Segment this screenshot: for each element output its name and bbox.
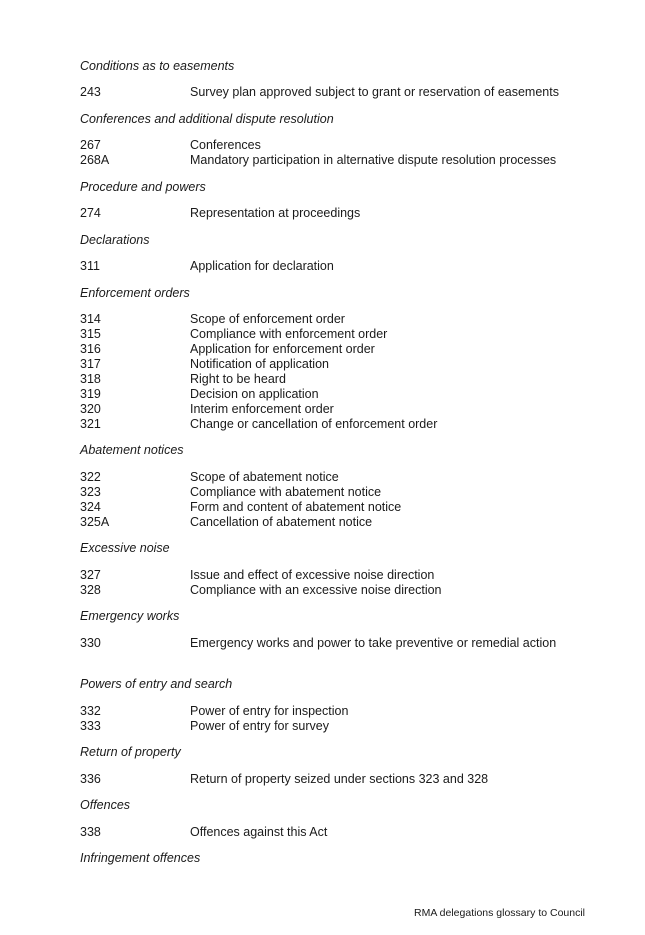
section-number: 320	[80, 402, 101, 416]
section-description: Application for enforcement order	[190, 342, 375, 356]
section-description: Notification of application	[190, 357, 329, 371]
section-description: Form and content of abatement notice	[190, 500, 402, 514]
section-heading: Procedure and powers	[80, 180, 206, 194]
section-description: Cancellation of abatement notice	[190, 515, 373, 529]
section-description: Scope of enforcement order	[190, 312, 345, 326]
section-description: Application for declaration	[190, 259, 334, 273]
section-number: 243	[80, 85, 101, 99]
page-footer: RMA delegations glossary to Council	[414, 907, 586, 919]
section-number: 325A	[80, 515, 110, 529]
section-number: 321	[80, 417, 101, 431]
section-description: Right to be heard	[190, 372, 286, 386]
section-heading: Declarations	[80, 233, 150, 247]
section-description: Issue and effect of excessive noise direction	[190, 568, 435, 582]
section-number: 338	[80, 825, 101, 839]
section-number: 336	[80, 772, 101, 786]
section-number: 330	[80, 636, 101, 650]
section-number: 274	[80, 206, 101, 220]
section-description: Return of property seized under sections 323 and 328	[190, 772, 489, 786]
section-heading: Excessive noise	[80, 541, 170, 555]
section-heading: Abatement notices	[80, 443, 184, 457]
section-description: Compliance with enforcement order	[190, 327, 388, 341]
section-number: 315	[80, 327, 101, 341]
section-number: 333	[80, 719, 101, 733]
section-description: Mandatory participation in alternative dispute resolution processes	[190, 153, 557, 167]
section-number: 319	[80, 387, 101, 401]
section-heading: Conditions as to easements	[80, 59, 235, 73]
section-number: 327	[80, 568, 101, 582]
section-number: 267	[80, 138, 101, 152]
section-description: Compliance with abatement notice	[190, 485, 382, 499]
section-description: Offences against this Act	[190, 825, 328, 839]
section-description: Power of entry for inspection	[190, 704, 349, 718]
section-description: Representation at proceedings	[190, 206, 361, 220]
section-number: 322	[80, 470, 101, 484]
section-description: Scope of abatement notice	[190, 470, 339, 484]
section-number: 328	[80, 583, 101, 597]
section-heading: Emergency works	[80, 609, 180, 623]
section-description: Emergency works and power to take preventive or remedial action	[190, 636, 557, 650]
section-number: 318	[80, 372, 101, 386]
section-description: Interim enforcement order	[190, 402, 334, 416]
section-number: 332	[80, 704, 101, 718]
section-heading: Offences	[80, 798, 131, 812]
section-number: 323	[80, 485, 101, 499]
section-number: 268A	[80, 153, 110, 167]
section-heading: Return of property	[80, 745, 181, 759]
section-description: Survey plan approved subject to grant or reservation of easements	[190, 85, 559, 99]
section-description: Decision on application	[190, 387, 319, 401]
section-number: 324	[80, 500, 101, 514]
section-description: Conferences	[190, 138, 261, 152]
section-description: Power of entry for survey	[190, 719, 329, 733]
section-heading: Enforcement orders	[80, 286, 190, 300]
section-heading: Powers of entry and search	[80, 677, 233, 691]
section-description: Change or cancellation of enforcement order	[190, 417, 438, 431]
section-heading: Infringement offences	[80, 851, 201, 865]
section-number: 314	[80, 312, 101, 326]
section-number: 311	[80, 259, 100, 273]
section-number: 317	[80, 357, 101, 371]
section-description: Compliance with an excessive noise direction	[190, 583, 442, 597]
section-number: 316	[80, 342, 101, 356]
section-heading: Conferences and additional dispute resolution	[80, 112, 334, 126]
